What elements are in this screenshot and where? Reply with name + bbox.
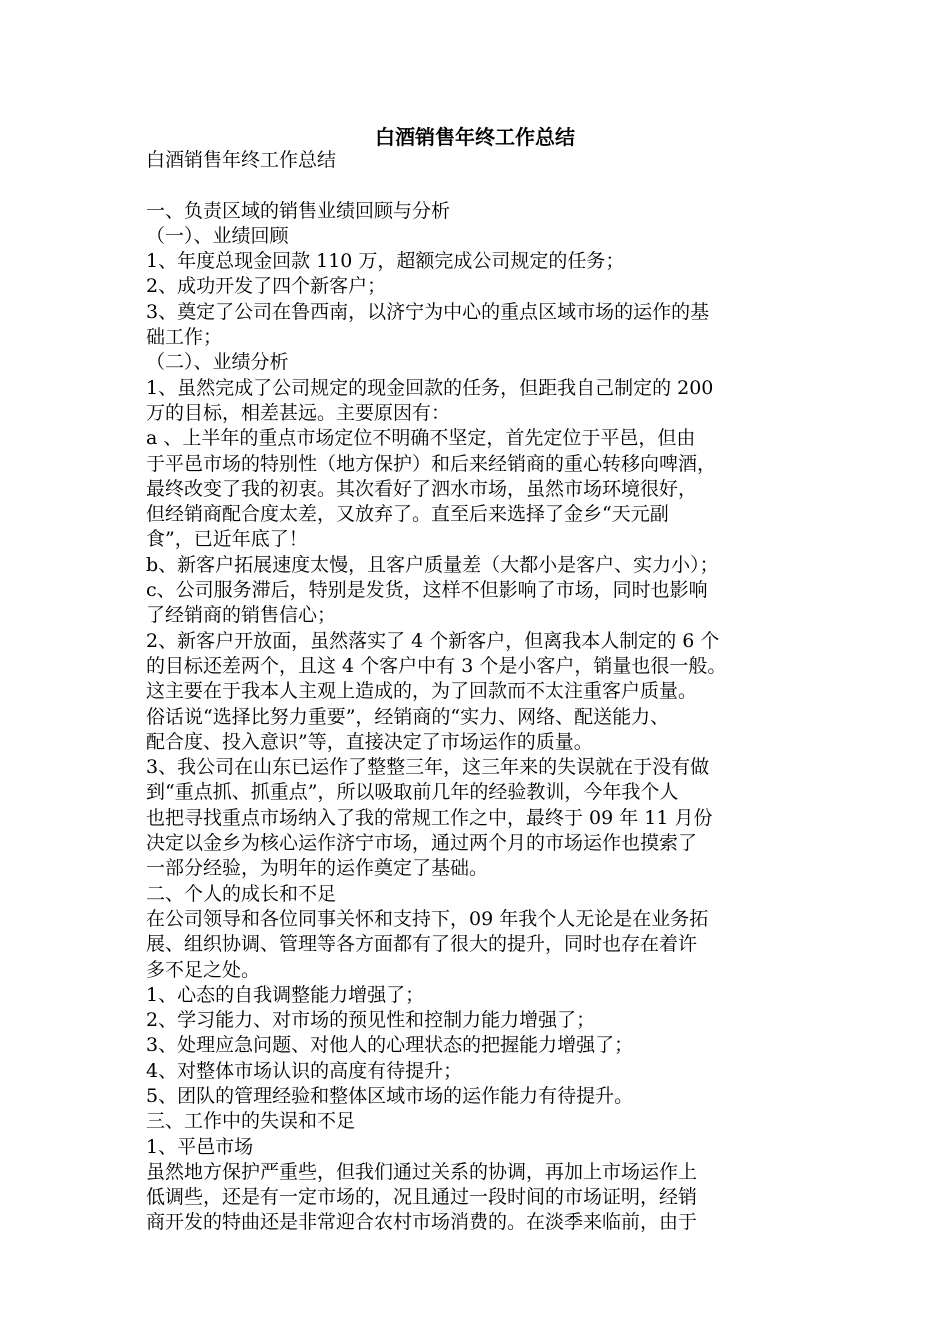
body-line: 3、我公司在山东已运作了整整三年，这三年来的失误就在于没有做 <box>146 756 710 779</box>
body-line: 到“重点抓、抓重点”，所以吸取前几年的经验教训，今年我个人 <box>146 781 679 804</box>
body-line: 的目标还差两个，且这 4 个客户中有 3 个是小客户，销量也很一般。 <box>146 654 727 677</box>
body-line: 3、处理应急问题、对他人的心理状态的把握能力增强了； <box>146 1034 634 1057</box>
body-line: 二、个人的成长和不足 <box>146 882 337 905</box>
body-line: 础工作； <box>146 326 223 349</box>
blank-line <box>146 173 816 198</box>
body-line: 展、组织协调、管理等各方面都有了很大的提升，同时也存在着许 <box>146 933 698 956</box>
body-line: （二）、业绩分析 <box>146 351 289 374</box>
body-line: 2、成功开发了四个新客户； <box>146 275 387 298</box>
body-line: 5、团队的管理经验和整体区域市场的运作能力有待提升。 <box>146 1084 634 1107</box>
body-line: 俗话说“选择比努力重要”，经销商的“实力、网络、配送能力、 <box>146 705 670 728</box>
body-line: 1、平邑市场 <box>146 1135 254 1158</box>
document-body <box>146 148 816 1236</box>
body-line: 了经销商的销售信心； <box>146 604 337 627</box>
body-line: 决定以金乡为核心运作济宁市场，通过两个月的市场运作也摸索了 <box>146 832 698 855</box>
body-line: 1、虽然完成了公司规定的现金回款的任务，但距我自己制定的 200 <box>146 376 714 399</box>
body-line: 低调些，还是有一定市场的，况且通过一段时间的市场证明，经销 <box>146 1186 698 1209</box>
body-line: 白酒销售年终工作总结 <box>146 149 337 171</box>
body-line: c、公司服务滞后，特别是发货，这样不但影响了市场，同时也影响 <box>146 579 708 602</box>
body-line: 3、奠定了公司在鲁西南，以济宁为中心的重点区域市场的运作的基 <box>146 300 710 323</box>
body-line: a 、上半年的重点市场定位不明确不坚定，首先定位于平邑，但由 <box>146 427 696 450</box>
body-line: 一、负责区域的销售业绩回顾与分析 <box>146 199 451 222</box>
body-line: 2、学习能力、对市场的预见性和控制力能力增强了； <box>146 1009 596 1032</box>
body-line: 三、工作中的失误和不足 <box>146 1110 356 1133</box>
body-line: 多不足之处。 <box>146 958 261 981</box>
body-line: 商开发的特曲还是非常迎合农村市场消费的。在淡季来临前，由于 <box>146 1211 698 1234</box>
body-line: 在公司领导和各位同事关怀和支持下，09 年我个人无论是在业务拓 <box>146 907 709 930</box>
body-line: 于平邑市场的特别性（地方保护）和后来经销商的重心转移向啤酒， <box>146 452 717 475</box>
body-line: 一部分经验，为明年的运作奠定了基础。 <box>146 857 489 880</box>
body-line: 万的目标，相差甚远。主要原因有： <box>146 401 451 424</box>
body-line: （一）、业绩回顾 <box>146 224 289 247</box>
body-line: 虽然地方保护严重些，但我们通过关系的协调，再加上市场运作上 <box>146 1160 698 1183</box>
body-line: 2、新客户开放面，虽然落实了 4 个新客户，但离我本人制定的 6 个 <box>146 629 720 652</box>
body-line: 最终改变了我的初衷。其次看好了泗水市场，虽然市场环境很好， <box>146 477 698 500</box>
body-line: 配合度、投入意识”等，直接决定了市场运作的质量。 <box>146 730 593 753</box>
body-line: 但经销商配合度太差，又放弃了。直至后来选择了金乡“天元副 <box>146 503 669 526</box>
body-line: 4、对整体市场认识的高度有待提升； <box>146 1059 463 1082</box>
body-line: b、新客户拓展速度太慢，且客户质量差（大都小是客户、实力小）； <box>146 553 719 576</box>
body-line: 这主要在于我本人主观上造成的，为了回款而不太注重客户质量。 <box>146 680 698 703</box>
body-line: 食”，已近年底了！ <box>146 528 308 551</box>
body-line: 也把寻找重点市场纳入了我的常规工作之中，最终于 09 年 11 月份 <box>146 806 713 829</box>
body-line: 1、心态的自我调整能力增强了； <box>146 983 425 1006</box>
document-title: 白酒销售年终工作总结 <box>375 125 575 149</box>
body-line: 1、年度总现金回款 110 万，超额完成公司规定的任务； <box>146 250 625 273</box>
